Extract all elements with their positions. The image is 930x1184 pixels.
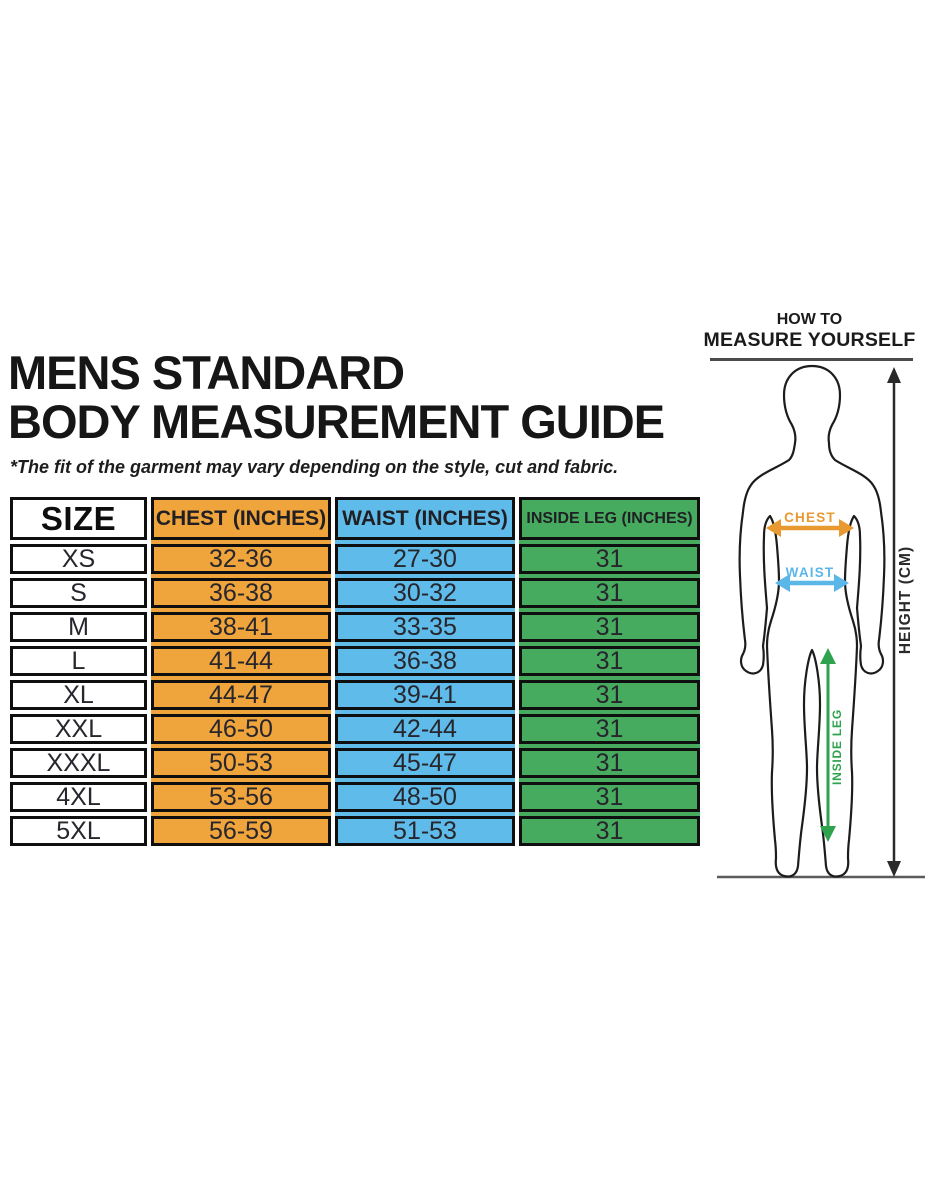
- cell-inside_leg-M: 31: [519, 612, 700, 642]
- cell-waist-XS: 27-30: [335, 544, 515, 574]
- cell-chest-XXXL: 50-53: [151, 748, 331, 778]
- heading-divider: [710, 358, 913, 361]
- height-label: HEIGHT (CM): [897, 545, 914, 655]
- waist-label: WAIST: [785, 565, 835, 580]
- cell-waist-4XL: 48-50: [335, 782, 515, 812]
- cell-size-5XL: 5XL: [10, 816, 147, 846]
- cell-size-4XL: 4XL: [10, 782, 147, 812]
- cell-waist-5XL: 51-53: [335, 816, 515, 846]
- height-arrowhead-down: [887, 861, 901, 877]
- cell-size-XXXL: XXXL: [10, 748, 147, 778]
- how-to-measure-line1: HOW TO: [776, 311, 843, 328]
- measurement-figure: [700, 362, 930, 892]
- cell-inside_leg-5XL: 31: [519, 816, 700, 846]
- size-chart-table: [10, 497, 700, 846]
- fit-disclaimer-note: *The fit of the garment may vary depending on the style, cut and fabric.: [10, 457, 619, 477]
- cell-size-L: L: [10, 646, 147, 676]
- cell-inside_leg-S: 31: [519, 578, 700, 608]
- cell-waist-XXXL: 45-47: [335, 748, 515, 778]
- cell-chest-4XL: 53-56: [151, 782, 331, 812]
- cell-size-S: S: [10, 578, 147, 608]
- body-outline: [740, 366, 885, 877]
- column-header-waist: WAIST (INCHES): [335, 497, 515, 540]
- height-arrow: [887, 367, 914, 877]
- cell-inside_leg-XXXL: 31: [519, 748, 700, 778]
- page-title: [8, 346, 708, 448]
- cell-inside_leg-L: 31: [519, 646, 700, 676]
- cell-chest-XL: 44-47: [151, 680, 331, 710]
- cell-waist-L: 36-38: [335, 646, 515, 676]
- cell-waist-M: 33-35: [335, 612, 515, 642]
- cell-chest-L: 41-44: [151, 646, 331, 676]
- cell-size-XL: XL: [10, 680, 147, 710]
- page-title-line2: BODY MEASUREMENT GUIDE: [8, 394, 665, 448]
- height-arrowhead-up: [887, 367, 901, 383]
- how-to-measure-line2: MEASURE YOURSELF: [703, 329, 916, 352]
- cell-size-XXL: XXL: [10, 714, 147, 744]
- column-chest: [151, 497, 331, 846]
- cell-chest-5XL: 56-59: [151, 816, 331, 846]
- cell-size-M: M: [10, 612, 147, 642]
- cell-inside_leg-XS: 31: [519, 544, 700, 574]
- how-to-measure-heading: [702, 311, 917, 351]
- chest-label: CHEST: [784, 510, 836, 525]
- column-size: [10, 497, 147, 846]
- cell-waist-S: 30-32: [335, 578, 515, 608]
- cell-waist-XL: 39-41: [335, 680, 515, 710]
- cell-inside_leg-XL: 31: [519, 680, 700, 710]
- cell-chest-M: 38-41: [151, 612, 331, 642]
- column-header-chest: CHEST (INCHES): [151, 497, 331, 540]
- page-title-line1: MENS STANDARD: [8, 346, 405, 399]
- cell-chest-XS: 32-36: [151, 544, 331, 574]
- column-waist: [335, 497, 515, 846]
- cell-waist-XXL: 42-44: [335, 714, 515, 744]
- column-inside_leg: [519, 497, 700, 846]
- cell-chest-S: 36-38: [151, 578, 331, 608]
- inside-leg-label: INSIDE LEG: [830, 708, 844, 786]
- cell-size-XS: XS: [10, 544, 147, 574]
- column-header-size: SIZE: [10, 497, 147, 540]
- cell-inside_leg-4XL: 31: [519, 782, 700, 812]
- cell-chest-XXL: 46-50: [151, 714, 331, 744]
- column-header-inside_leg: INSIDE LEG (INCHES): [519, 497, 700, 540]
- cell-inside_leg-XXL: 31: [519, 714, 700, 744]
